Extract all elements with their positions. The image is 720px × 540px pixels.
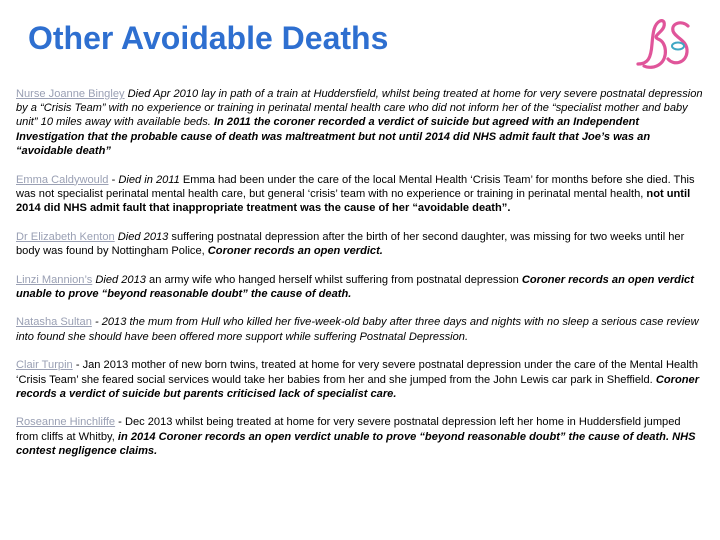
entry-name-link[interactable]: Dr Elizabeth Kenton — [16, 230, 115, 243]
list-item — [16, 315, 704, 343]
list-item — [16, 230, 704, 258]
entry-name-link[interactable]: Linzi Mannion’s — [16, 273, 93, 286]
death-entries-list — [16, 87, 704, 473]
logo-strokes — [638, 21, 688, 68]
entry-text-segment: - Dec 2013 whilst being treated at home for very severe postnatal depression left her home in Huddersfield jumped from cliffs at Whitby, — [16, 416, 681, 443]
list-item — [16, 358, 704, 401]
entry-text-segment: Died in 2011 — [118, 173, 180, 186]
entry-name-link[interactable]: Natasha Sultan — [16, 316, 92, 329]
entry-paragraph — [16, 87, 704, 158]
entry-text-segment: Died Apr 2010 lay in path of a train at Huddersfield, whilst being treated at home for very severe postnatal depression by a “Crisis Team” with no experience or training in perinatal mental health care who did not inform her of the “specialist mother and baby unit” 10 miles away with available beds. — [16, 88, 703, 129]
list-item — [16, 415, 704, 458]
entry-text-segment: - 2013 the mum from Hull who killed her five-week-old baby after three days and nights with no sleep a serious case review into found she should have been offered more support while suffering Postnatal Depression. — [16, 316, 699, 343]
entry-text-segment: an army wife who hanged herself whilst suffering from postnatal depression — [145, 273, 522, 286]
list-item — [16, 173, 704, 216]
entry-text-segment: Coroner records an open verdict unable to prove “beyond reasonable doubt” the cause of death. — [16, 273, 694, 300]
entry-text-segment: suffering postnatal depression after the birth of her second daughter, was missing for two weeks until her body was found by Nottingham Police, — [16, 230, 685, 257]
entry-paragraph — [16, 315, 704, 343]
entry-text-segment: in 2014 Coroner records an open verdict unable to prove “beyond reasonable doubt” the cause of death. NHS contest negligence claims. — [16, 430, 696, 457]
list-item — [16, 273, 704, 301]
entry-text-segment: - — [108, 173, 119, 186]
entry-paragraph — [16, 230, 704, 258]
logo-accent — [672, 43, 684, 50]
list-item — [16, 87, 704, 158]
entry-name-link[interactable]: Clair Turpin — [16, 359, 73, 372]
entry-paragraph — [16, 415, 704, 458]
entry-name-link[interactable]: Nurse Joanne Bingley — [16, 88, 125, 100]
bs-logo-icon — [630, 14, 698, 70]
entry-text-segment: Died 2013 — [114, 230, 169, 243]
entry-text-segment: Coroner records a verdict of suicide but parents criticised lack of specialist care. — [16, 373, 700, 400]
entry-text-segment: Emma had been under the care of the local Mental Health ‘Crisis Team’ for months before she died. This was not specialist perinatal mental health care, but general ‘crisis’ team with no experience or training in perinatal mental health, — [16, 173, 695, 200]
entry-text-segment: - Jan 2013 mother of new born twins, treated at home for very severe postnatal depression under the care of the Mental Health ‘Crisis Team’ she feared social services would take her babies from her and she jumped from the John Lewis car park in Sheffield. — [16, 359, 699, 386]
entry-paragraph — [16, 273, 704, 301]
entry-text-segment: not until 2014 did NHS admit fault that inappropriate treatment was the cause of her “avoidable death”. — [16, 187, 691, 214]
entry-text-segment: Died 2013 — [92, 273, 146, 286]
entry-name-link[interactable]: Emma Caldywould — [16, 173, 109, 186]
entry-paragraph — [16, 173, 704, 216]
entry-text-segment: Coroner records an open verdict. — [207, 244, 383, 257]
entry-text-segment: In 2011 the coroner recorded a verdict of suicide but agreed with an Independent Investigation that the probable cause of death was maltreatment but not until 2014 did NHS admit fault that Joe’s was an “avoidable death” — [16, 116, 651, 157]
entry-paragraph — [16, 358, 704, 401]
entry-name-link[interactable]: Roseanne Hinchliffe — [16, 416, 116, 429]
page-title: Other Avoidable Deaths — [28, 20, 389, 56]
